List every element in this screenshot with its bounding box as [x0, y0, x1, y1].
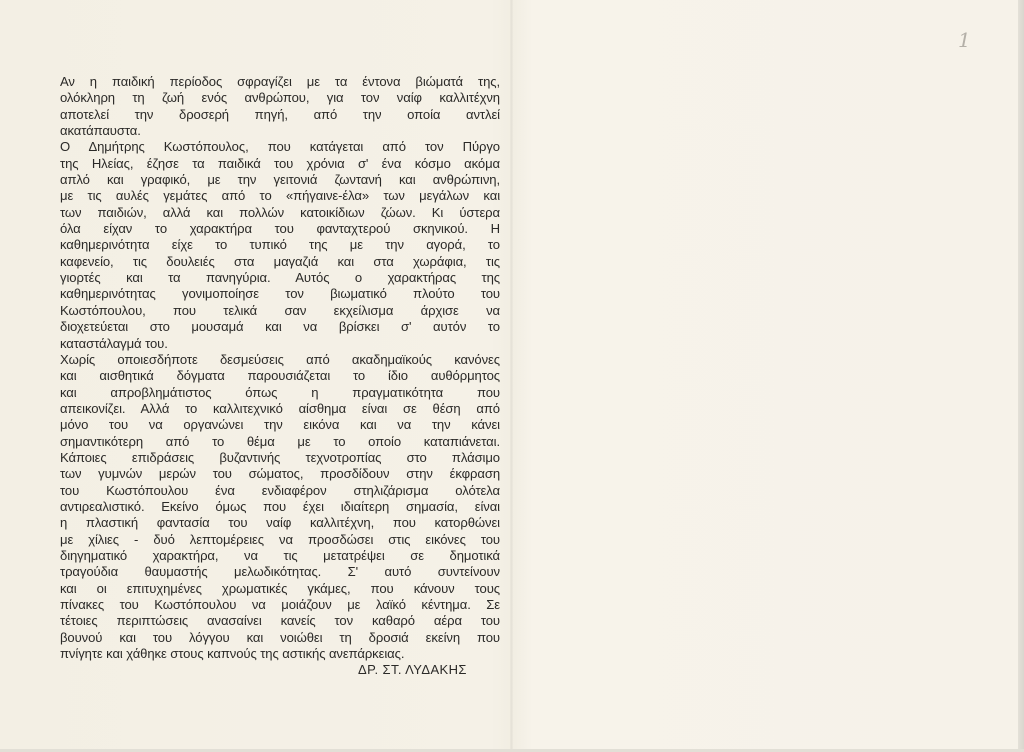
text-line: και οι επιτυχημένες χρωματικές γκάμες, που κάνουν τους: [60, 580, 500, 596]
text-line: καταστάλαγμά του.: [60, 335, 168, 351]
text-line: με τις αυλές γεμάτες από το «πήγαινε-έλα» των μεγάλων και: [60, 188, 500, 204]
center-fold: [510, 0, 513, 752]
text-line: Κάποιες επιδράσεις βυζαντινής τεχνοτροπίας στο πλάσιμο: [60, 449, 500, 465]
text-line: με χίλιες - δυό λεπτομέρειες να προσδώσει στις εικόνες του: [60, 531, 500, 547]
author-signature: ΔΡ. ΣΤ. ΛΥΔΑΚΗΣ: [358, 662, 467, 677]
text-line: πίνακες του Κωστόπουλου να μοιάζουν με λαϊκό κέντημα. Σε: [60, 597, 500, 612]
text-line: καθημερινότητα είχε το τυπικό της με την αγορά, το: [60, 237, 500, 253]
text-line: και αισθητικά δόγματα παρουσιάζεται το ίδιο αυθόρμητος: [60, 368, 500, 384]
text-line: Ο Δημήτρης Κωστόπουλος, που κατάγεται από τον Πύργο: [60, 139, 500, 155]
text-line: και απροβλημάτιστος όπως η πραγματικότητα που: [60, 384, 500, 400]
text-line: Κωστόπουλου, που τελικά σαν εκχείλισμα άρχισε να: [60, 302, 500, 318]
text-line: η πλαστική φαντασία του ναίφ καλλιτέχνη, που κατορθώνει: [60, 515, 500, 531]
text-line: διηγηματικό χαρακτήρα, να τις μετατρέψει σε δημοτικά: [60, 547, 500, 563]
text-line: τέτοιες περιπτώσεις ανασαίνει κανείς τον καθαρό αέρα του: [60, 613, 500, 629]
text-line: γιορτές και τα πανηγύρια. Αυτός ο χαρακτήρας της: [60, 270, 500, 286]
text-line: Αν η παιδική περίοδος σφραγίζει με τα έντονα βιώματά της,: [60, 74, 500, 89]
text-line: του Κωστόπουλου ένα ενδιαφέρον στηλιζάρισμα ολότελα: [60, 482, 500, 498]
text-line: ολόκληρη τη ζωή ενός ανθρώπου, για τον ναίφ καλλιτέχνη: [60, 90, 500, 106]
text-line: τραγούδια θαυμαστής μελωδικότητας. Σ' αυτό συντείνουν: [60, 564, 500, 580]
text-line: σημαντικότερη από το θέμα με το οποίο καταπιάνεται.: [60, 433, 500, 449]
right-edge: [1018, 0, 1024, 752]
text-line: αποτελεί την δροσερή πηγή, από την οποία αντλεί: [60, 106, 500, 122]
text-line: μόνο του να οργανώνει την εικόνα και να την κάνει: [60, 417, 500, 433]
text-line: καθημερινότητας γονιμοποίησε τον βιωματικό πλούτο του: [60, 286, 500, 302]
text-line: των παιδιών, αλλά και πολλών κατοικίδιων ζώων. Κι ύστερα: [60, 204, 500, 220]
text-line: των γυμνών μερών του σώματος, προσδίδουν στην έκφραση: [60, 466, 500, 482]
text-line: διοχετεύεται στο μουσαμά και να βρίσκει σ' αυτόν το: [60, 319, 500, 335]
text-line: καφενείο, τις δουλειές στα μαγαζιά και στα χωράφια, τις: [60, 253, 500, 269]
text-line: ακατάπαυστα.: [60, 123, 141, 139]
text-line: πνίγητε και χάθηκε στους καπνούς της αστικής ανεπάρκειας.: [60, 646, 405, 662]
text-line: όλα είχαν το χαρακτήρα του φανταχτερού σκηνικού. Η: [60, 221, 500, 237]
text-line: βουνού και του λόγγου και νοιώθει τη δροσιά εκείνη που: [60, 629, 500, 645]
text-line: αντιρεαλιστικό. Εκείνο όμως που έχει ιδιαίτερη σημασία, είναι: [60, 498, 500, 514]
essay-text: [60, 74, 500, 662]
handwritten-page-number: 1: [958, 28, 971, 52]
text-line: της Ηλείας, έζησε τα παιδικά του χρόνια σ' ένα κόσμο ακόμα: [60, 155, 500, 171]
text-line: απεικονίζει. Αλλά το καλλιτεχνικό αίσθημα είναι σε θέση από: [60, 400, 500, 416]
text-line: απλό και γραφικό, με την γειτονιά ζωντανή και ανθρώπινη,: [60, 172, 500, 188]
text-line: Χωρίς οποιεσδήποτε δεσμεύσεις από ακαδημαϊκούς κανόνες: [60, 351, 500, 367]
